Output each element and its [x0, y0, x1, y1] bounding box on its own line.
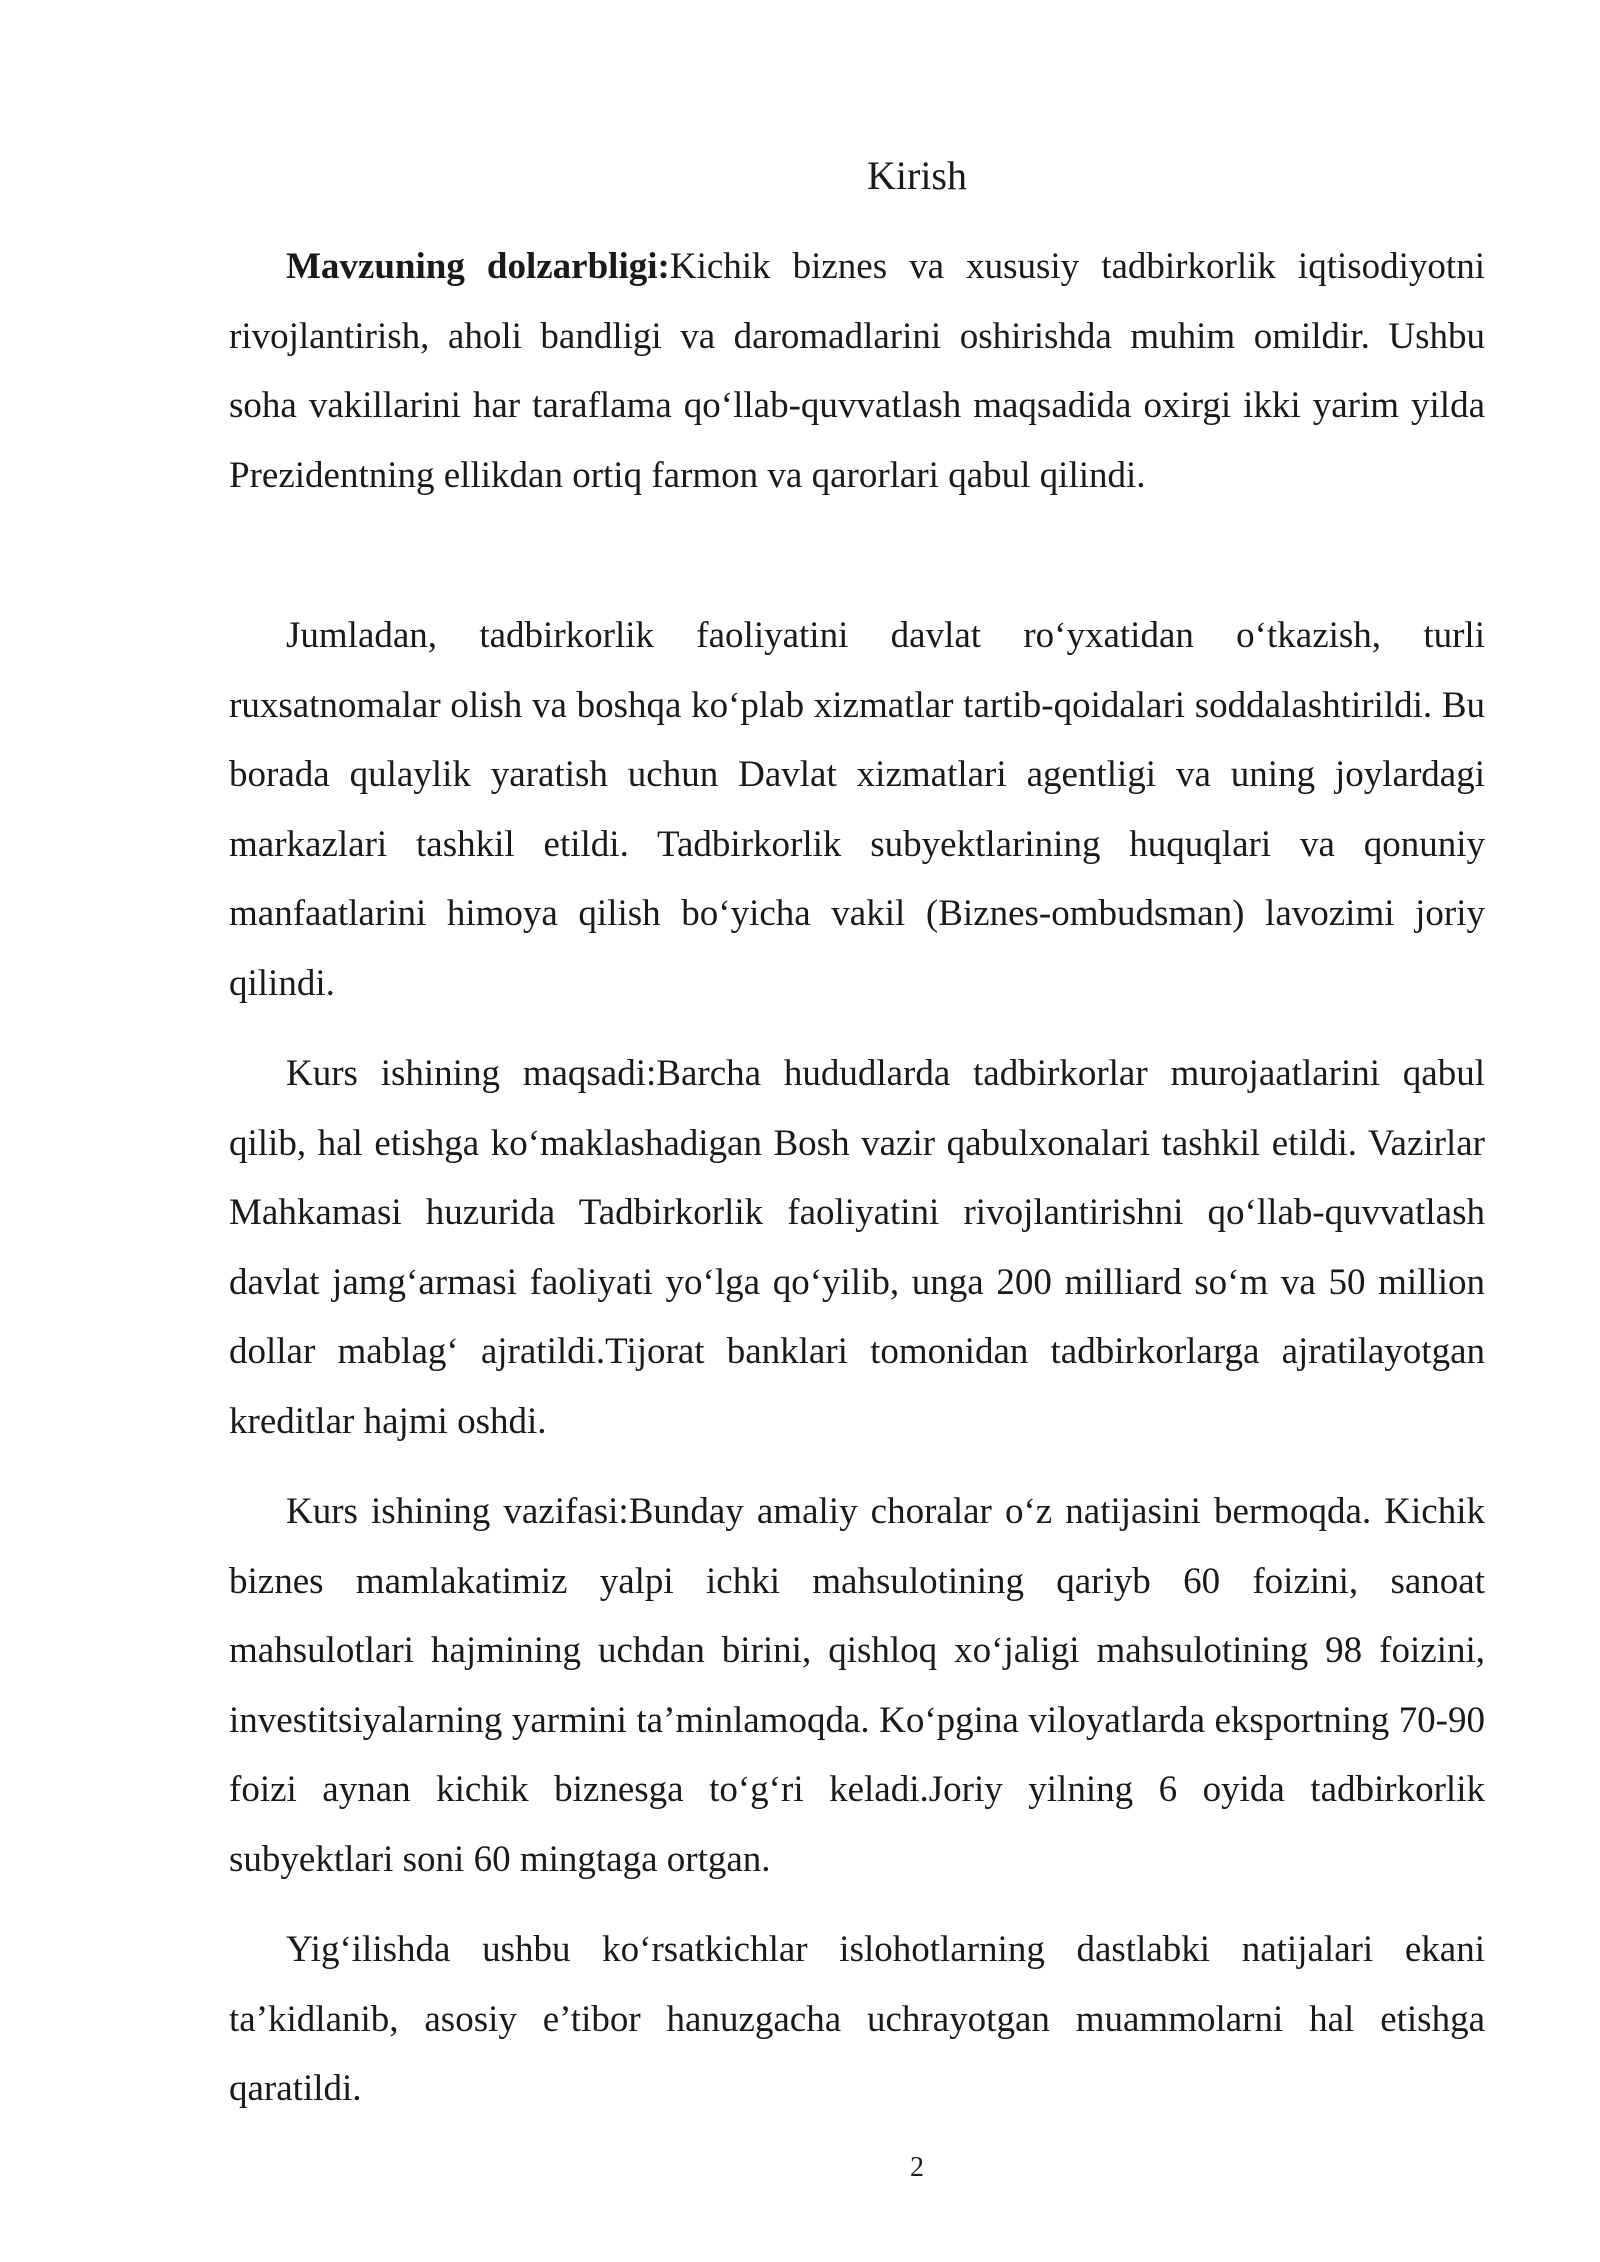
- paragraph-text: Kichik biznes va xususiy tadbirkorlik iqtisodiyotni rivojlantirish, aholi bandligi va daromadlarini oshirishda muhim omildir. Ushbu soha vakillarini har taraflama qo‘llab-quvvatlash maqsadida oxirgi ikki yarim yilda Prezidentning ellikdan ortiq farmon va qarorlari qabul qilindi.: [229, 246, 1485, 496]
- paragraph-relevance: [229, 232, 1485, 510]
- paragraph-meeting: Yig‘ilishda ushbu ko‘rsatkichlar islohotlarning dastlabki natijalari ekani ta’kidlanib, asosiy e’tibor hanuzgacha uchrayotgan muammolarni hal etishga qaratildi.: [229, 1929, 1485, 2109]
- paragraph-lead-bold: Mavzuning dolzarbligi:: [286, 246, 670, 287]
- page-number: 2: [910, 2152, 924, 2183]
- paragraph-tasks: Kurs ishining vazifasi:Bunday amaliy choralar o‘z natijasini bermoqda. Kichik biznes mamlakatimiz yalpi ichki mahsulotining qariyb 60 foizini, sanoat mahsulotlari hajmining uchdan birini, qishloq xo‘jaligi mahsulotining 98 foizini, investitsiyalarning yarmini ta’minlamoqda. Ko‘pgina viloyatlarda eksportning 70-90 foizi aynan kichik biznesga to‘g‘ri keladi.Joriy yilning 6 oyida tadbirkorlik subyektlari soni 60 mingtaga ortgan.: [229, 1491, 1485, 1880]
- page-title: Kirish: [867, 153, 967, 198]
- paragraph-reforms: Jumladan, tadbirkorlik faoliyatini davlat ro‘yxatidan o‘tkazish, turli ruxsatnomalar olish va boshqa ko‘plab xizmatlar tartib-qoidalari soddalashtirildi. Bu borada qulaylik yaratish uchun Davlat xizmatlari agentligi va uning joylardagi markazlari tashkil etildi. Tadbirkorlik subyektlarining huquqlari va qonuniy manfaatlarini himoya qilish bo‘yicha vakil (Biznes-ombudsman) lavozimi joriy qilindi.: [229, 615, 1485, 1004]
- paragraph-goal: Kurs ishining maqsadi:Barcha hududlarda tadbirkorlar murojaatlarini qabul qilib, hal etishga ko‘maklashadigan Bosh vazir qabulxonalari tashkil etildi. Vazirlar Mahkamasi huzurida Tadbirkorlik faoliyatini rivojlantirishni qo‘llab-quvvatlash davlat jamg‘armasi faoliyati yo‘lga qo‘yilib, unga 200 milliard so‘m va 50 million dollar mablag‘ ajratildi.Tijorat banklari tomonidan tadbirkorlarga ajratilayotgan kreditlar hajmi oshdi.: [229, 1053, 1485, 1442]
